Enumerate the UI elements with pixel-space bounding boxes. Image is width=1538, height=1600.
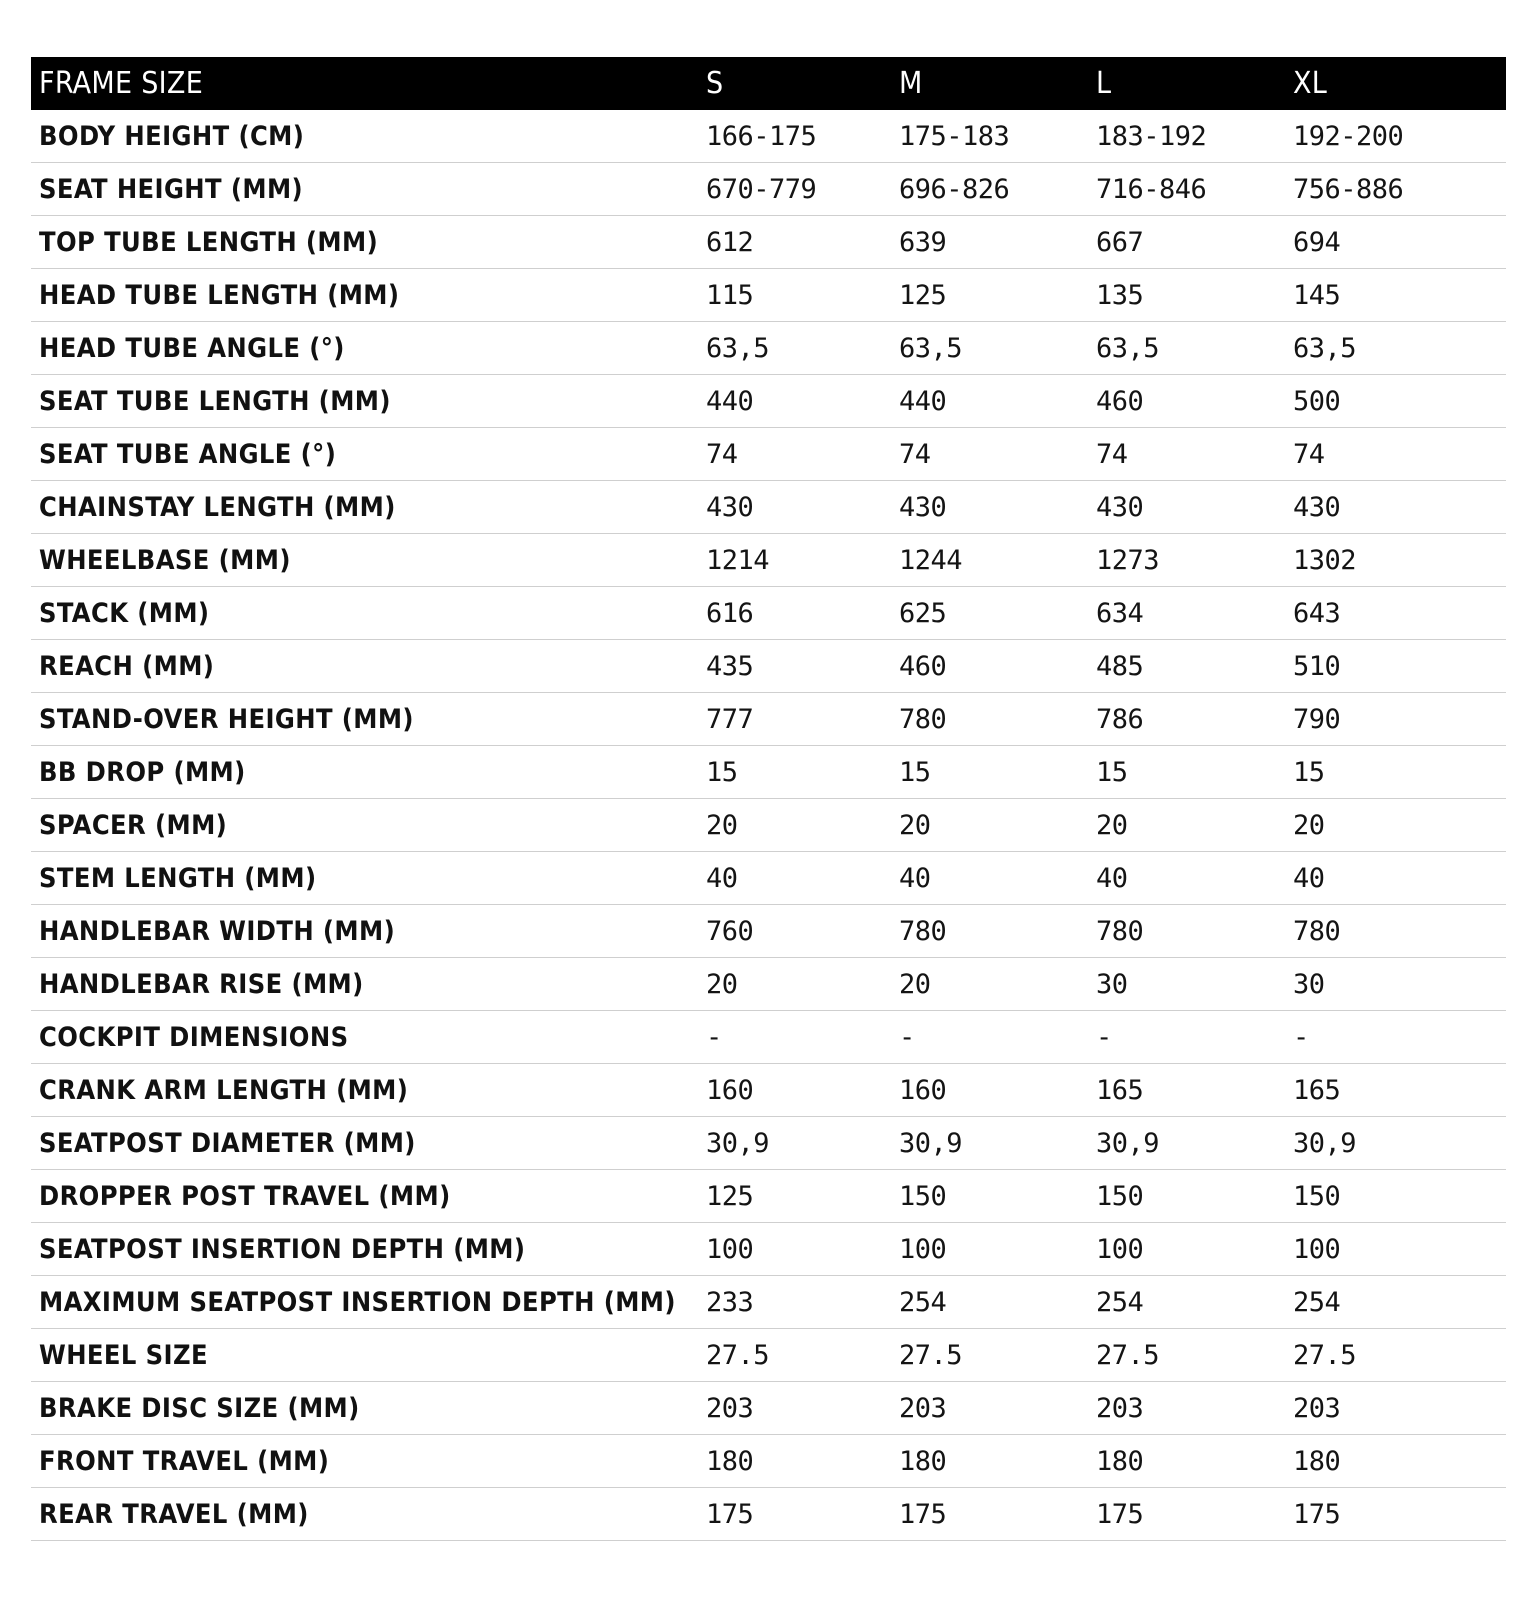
cell-size-s: 180 (698, 1435, 891, 1488)
cell-size-s: 20 (698, 958, 891, 1011)
row-label: HEAD TUBE ANGLE (°) (31, 322, 698, 375)
cell-size-m: - (891, 1011, 1088, 1064)
geometry-table (31, 57, 1506, 1541)
cell-size-m: 175 (891, 1488, 1088, 1541)
table-row (31, 428, 1506, 481)
cell-size-m: 696-826 (891, 163, 1088, 216)
cell-size-l: 74 (1088, 428, 1285, 481)
cell-size-l: 180 (1088, 1435, 1285, 1488)
cell-size-m: 440 (891, 375, 1088, 428)
cell-size-xl: 756-886 (1285, 163, 1506, 216)
row-label: BRAKE DISC SIZE (MM) (31, 1382, 698, 1435)
header-row (31, 57, 1506, 110)
table-row (31, 799, 1506, 852)
cell-size-s: 15 (698, 746, 891, 799)
row-label: STAND-OVER HEIGHT (MM) (31, 693, 698, 746)
cell-size-s: 100 (698, 1223, 891, 1276)
row-label: COCKPIT DIMENSIONS (31, 1011, 698, 1064)
cell-size-m: 430 (891, 481, 1088, 534)
cell-size-m: 74 (891, 428, 1088, 481)
cell-size-m: 180 (891, 1435, 1088, 1488)
cell-size-m: 175-183 (891, 110, 1088, 163)
cell-size-s: 670-779 (698, 163, 891, 216)
cell-size-s: 233 (698, 1276, 891, 1329)
cell-size-xl: 20 (1285, 799, 1506, 852)
cell-size-xl: 694 (1285, 216, 1506, 269)
row-label: TOP TUBE LENGTH (MM) (31, 216, 698, 269)
cell-size-m: 460 (891, 640, 1088, 693)
table-row (31, 1329, 1506, 1382)
cell-size-m: 20 (891, 958, 1088, 1011)
cell-size-xl: 30,9 (1285, 1117, 1506, 1170)
cell-size-m: 150 (891, 1170, 1088, 1223)
row-label: CHAINSTAY LENGTH (MM) (31, 481, 698, 534)
row-label: STEM LENGTH (MM) (31, 852, 698, 905)
cell-size-xl: 790 (1285, 693, 1506, 746)
cell-size-l: 63,5 (1088, 322, 1285, 375)
cell-size-s: 435 (698, 640, 891, 693)
cell-size-xl: 40 (1285, 852, 1506, 905)
row-label: STACK (MM) (31, 587, 698, 640)
cell-size-m: 780 (891, 693, 1088, 746)
table-row (31, 1435, 1506, 1488)
cell-size-l: 485 (1088, 640, 1285, 693)
cell-size-xl: 430 (1285, 481, 1506, 534)
cell-size-m: 27.5 (891, 1329, 1088, 1382)
table-row (31, 958, 1506, 1011)
cell-size-s: 440 (698, 375, 891, 428)
cell-size-l: 30 (1088, 958, 1285, 1011)
cell-size-s: 1214 (698, 534, 891, 587)
cell-size-s: 20 (698, 799, 891, 852)
cell-size-xl: 192-200 (1285, 110, 1506, 163)
row-label: BB DROP (MM) (31, 746, 698, 799)
cell-size-l: 716-846 (1088, 163, 1285, 216)
cell-size-l: - (1088, 1011, 1285, 1064)
cell-size-m: 639 (891, 216, 1088, 269)
cell-size-m: 100 (891, 1223, 1088, 1276)
table-body (31, 110, 1506, 1541)
row-label: HANDLEBAR WIDTH (MM) (31, 905, 698, 958)
table-row (31, 693, 1506, 746)
row-label: HANDLEBAR RISE (MM) (31, 958, 698, 1011)
cell-size-l: 460 (1088, 375, 1285, 428)
cell-size-m: 160 (891, 1064, 1088, 1117)
cell-size-s: 203 (698, 1382, 891, 1435)
cell-size-l: 30,9 (1088, 1117, 1285, 1170)
table-row (31, 534, 1506, 587)
header-size-s: S (698, 57, 891, 110)
cell-size-s: - (698, 1011, 891, 1064)
table-row (31, 1170, 1506, 1223)
cell-size-xl: 510 (1285, 640, 1506, 693)
table-row (31, 269, 1506, 322)
table-row (31, 481, 1506, 534)
cell-size-s: 30,9 (698, 1117, 891, 1170)
cell-size-m: 125 (891, 269, 1088, 322)
cell-size-xl: 203 (1285, 1382, 1506, 1435)
row-label: HEAD TUBE LENGTH (MM) (31, 269, 698, 322)
cell-size-l: 430 (1088, 481, 1285, 534)
cell-size-m: 20 (891, 799, 1088, 852)
cell-size-m: 1244 (891, 534, 1088, 587)
cell-size-s: 125 (698, 1170, 891, 1223)
header-size-l: L (1088, 57, 1285, 110)
cell-size-xl: 500 (1285, 375, 1506, 428)
table-row (31, 110, 1506, 163)
table-row (31, 1011, 1506, 1064)
cell-size-m: 780 (891, 905, 1088, 958)
cell-size-s: 175 (698, 1488, 891, 1541)
cell-size-xl: 643 (1285, 587, 1506, 640)
cell-size-xl: 254 (1285, 1276, 1506, 1329)
table-row (31, 375, 1506, 428)
cell-size-xl: 165 (1285, 1064, 1506, 1117)
cell-size-s: 74 (698, 428, 891, 481)
cell-size-xl: 74 (1285, 428, 1506, 481)
table-row (31, 1117, 1506, 1170)
table-row (31, 1276, 1506, 1329)
cell-size-l: 175 (1088, 1488, 1285, 1541)
cell-size-l: 27.5 (1088, 1329, 1285, 1382)
cell-size-xl: 27.5 (1285, 1329, 1506, 1382)
cell-size-m: 40 (891, 852, 1088, 905)
row-label: SEATPOST DIAMETER (MM) (31, 1117, 698, 1170)
cell-size-s: 63,5 (698, 322, 891, 375)
table-row (31, 1488, 1506, 1541)
cell-size-s: 40 (698, 852, 891, 905)
table-row (31, 587, 1506, 640)
cell-size-l: 135 (1088, 269, 1285, 322)
row-label: SEAT HEIGHT (MM) (31, 163, 698, 216)
row-label: REAR TRAVEL (MM) (31, 1488, 698, 1541)
cell-size-m: 15 (891, 746, 1088, 799)
cell-size-l: 100 (1088, 1223, 1285, 1276)
row-label: MAXIMUM SEATPOST INSERTION DEPTH (MM) (31, 1276, 698, 1329)
row-label: SEAT TUBE ANGLE (°) (31, 428, 698, 481)
cell-size-s: 27.5 (698, 1329, 891, 1382)
cell-size-s: 760 (698, 905, 891, 958)
cell-size-xl: 30 (1285, 958, 1506, 1011)
table-row (31, 216, 1506, 269)
cell-size-m: 203 (891, 1382, 1088, 1435)
cell-size-xl: - (1285, 1011, 1506, 1064)
cell-size-m: 254 (891, 1276, 1088, 1329)
cell-size-l: 254 (1088, 1276, 1285, 1329)
row-label: WHEELBASE (MM) (31, 534, 698, 587)
table-row (31, 1382, 1506, 1435)
row-label: REACH (MM) (31, 640, 698, 693)
header-size-xl: XL (1285, 57, 1506, 110)
row-label: SEATPOST INSERTION DEPTH (MM) (31, 1223, 698, 1276)
cell-size-xl: 63,5 (1285, 322, 1506, 375)
cell-size-m: 625 (891, 587, 1088, 640)
header-frame-size: FRAME SIZE (31, 57, 698, 110)
cell-size-s: 430 (698, 481, 891, 534)
row-label: SEAT TUBE LENGTH (MM) (31, 375, 698, 428)
cell-size-xl: 150 (1285, 1170, 1506, 1223)
cell-size-xl: 100 (1285, 1223, 1506, 1276)
cell-size-l: 667 (1088, 216, 1285, 269)
cell-size-m: 30,9 (891, 1117, 1088, 1170)
cell-size-l: 150 (1088, 1170, 1285, 1223)
table-row (31, 746, 1506, 799)
cell-size-l: 1273 (1088, 534, 1285, 587)
cell-size-xl: 780 (1285, 905, 1506, 958)
cell-size-l: 780 (1088, 905, 1285, 958)
cell-size-l: 183-192 (1088, 110, 1285, 163)
cell-size-s: 160 (698, 1064, 891, 1117)
table-row (31, 852, 1506, 905)
cell-size-xl: 1302 (1285, 534, 1506, 587)
cell-size-xl: 175 (1285, 1488, 1506, 1541)
cell-size-l: 203 (1088, 1382, 1285, 1435)
row-label: FRONT TRAVEL (MM) (31, 1435, 698, 1488)
table-row (31, 163, 1506, 216)
table-row (31, 322, 1506, 375)
cell-size-xl: 180 (1285, 1435, 1506, 1488)
cell-size-xl: 15 (1285, 746, 1506, 799)
row-label: DROPPER POST TRAVEL (MM) (31, 1170, 698, 1223)
cell-size-s: 612 (698, 216, 891, 269)
table-header (31, 57, 1506, 110)
cell-size-l: 15 (1088, 746, 1285, 799)
cell-size-s: 115 (698, 269, 891, 322)
cell-size-s: 616 (698, 587, 891, 640)
cell-size-l: 165 (1088, 1064, 1285, 1117)
cell-size-l: 786 (1088, 693, 1285, 746)
row-label: CRANK ARM LENGTH (MM) (31, 1064, 698, 1117)
table-row (31, 640, 1506, 693)
cell-size-s: 777 (698, 693, 891, 746)
cell-size-xl: 145 (1285, 269, 1506, 322)
table-row (31, 1223, 1506, 1276)
header-size-m: M (891, 57, 1088, 110)
cell-size-l: 40 (1088, 852, 1285, 905)
row-label: SPACER (MM) (31, 799, 698, 852)
table-row (31, 905, 1506, 958)
table-row (31, 1064, 1506, 1117)
row-label: BODY HEIGHT (CM) (31, 110, 698, 163)
cell-size-m: 63,5 (891, 322, 1088, 375)
cell-size-l: 634 (1088, 587, 1285, 640)
row-label: WHEEL SIZE (31, 1329, 698, 1382)
cell-size-l: 20 (1088, 799, 1285, 852)
cell-size-s: 166-175 (698, 110, 891, 163)
